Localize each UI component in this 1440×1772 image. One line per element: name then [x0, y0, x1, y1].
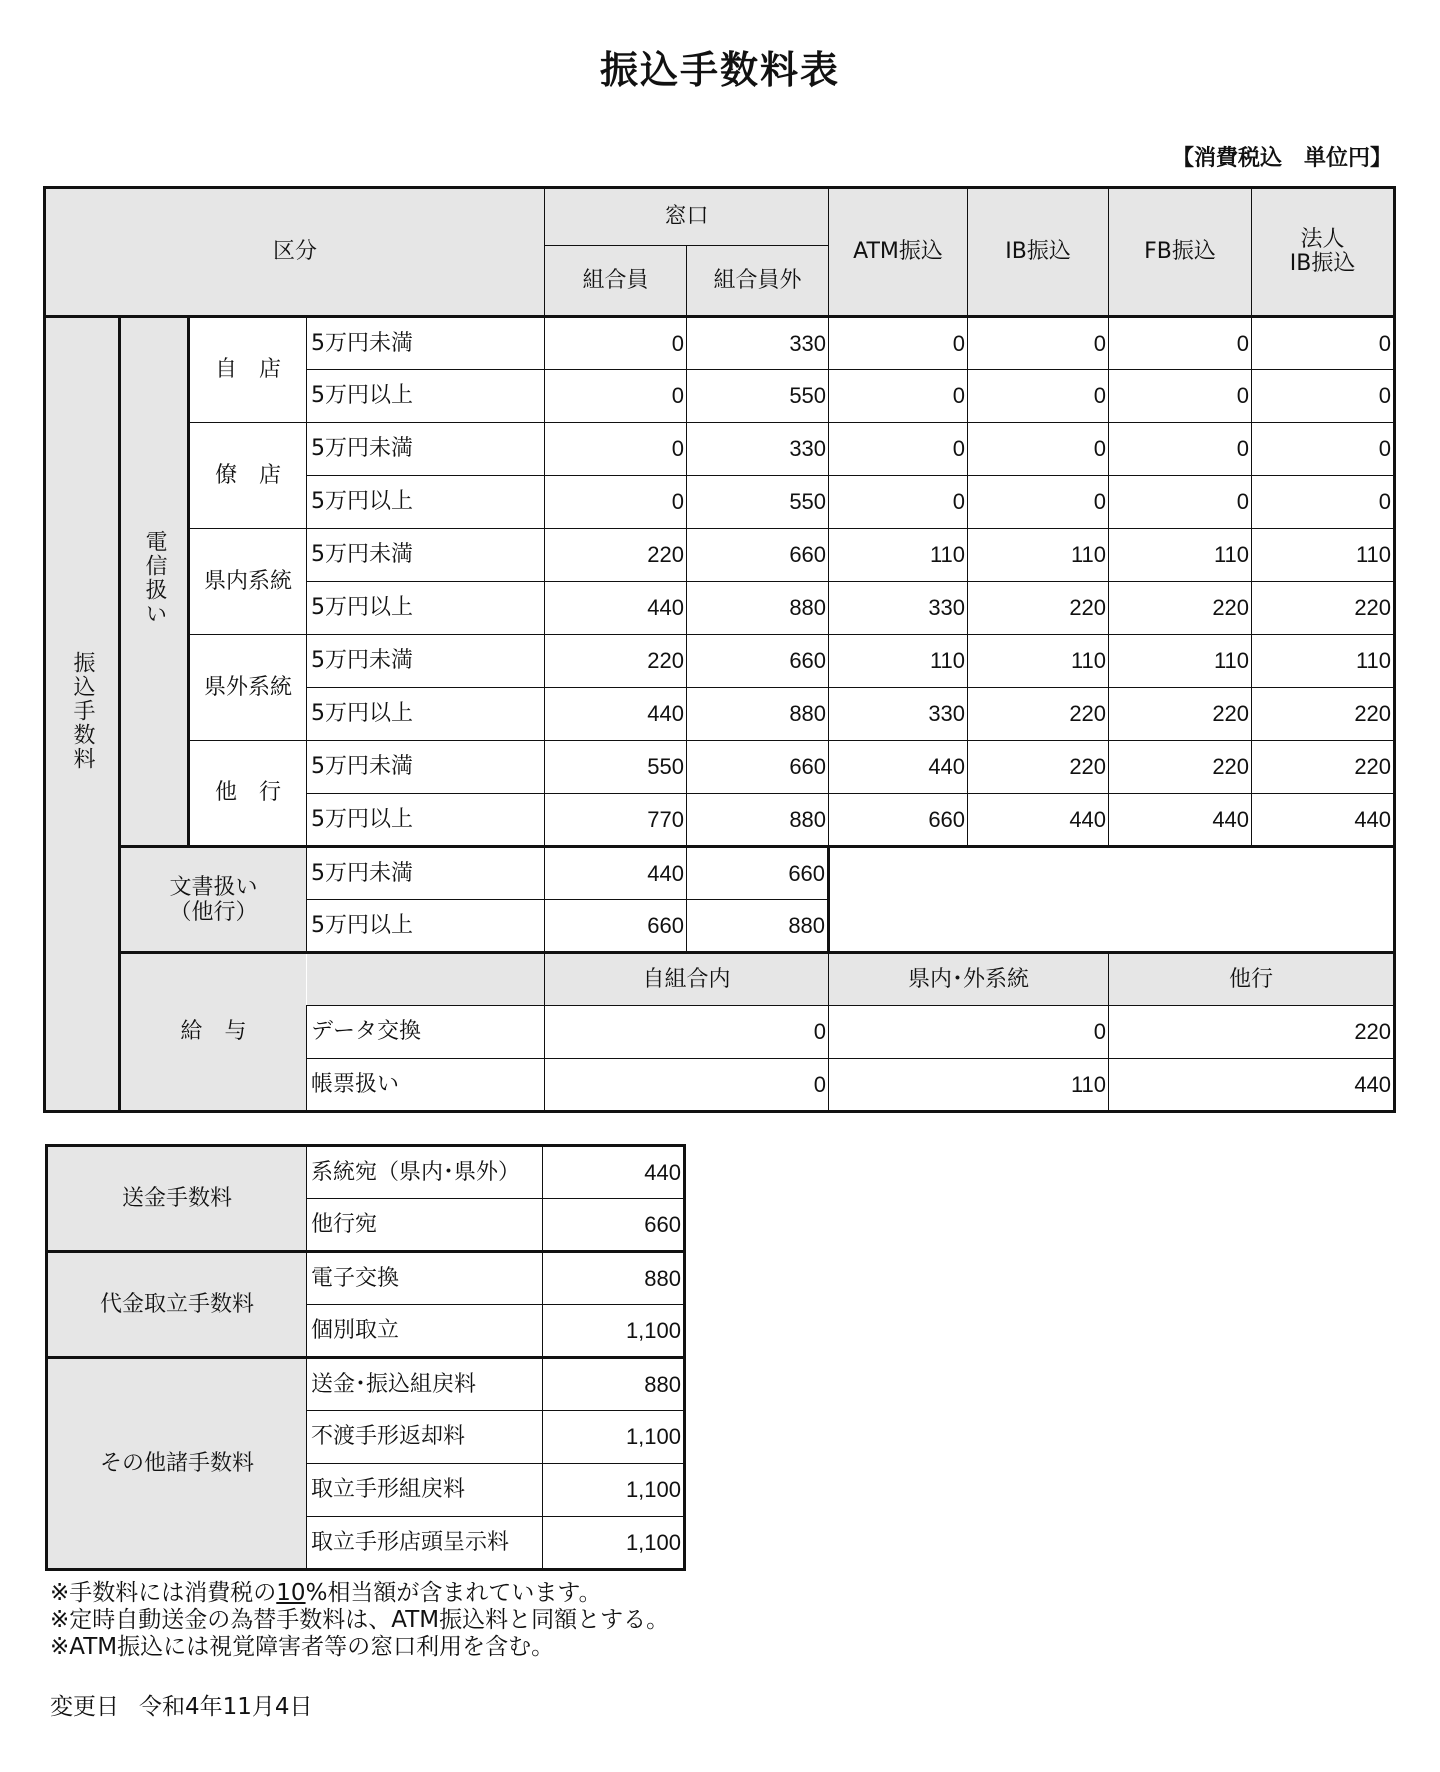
group-affiliate-branch: 僚 店: [189, 423, 307, 529]
fee-cell: 880: [687, 794, 829, 847]
fee-item-label: 電子交換: [307, 1252, 543, 1305]
salary-header-blank: [307, 953, 545, 1006]
fee-cell: 880: [543, 1358, 685, 1411]
header-ib: IB振込: [968, 188, 1109, 317]
fee-cell: 0: [829, 1006, 1109, 1059]
amount-label: 5万円未満: [307, 741, 545, 794]
amount-label: 5万円未満: [307, 317, 545, 370]
fee-cell: 0: [968, 423, 1109, 476]
group-in-prefecture: 県内系統: [189, 529, 307, 635]
transfer-fee-table: [43, 186, 1396, 1113]
table-row: [45, 317, 1395, 370]
fee-cell: 220: [1109, 688, 1252, 741]
fee-cell: 0: [1252, 370, 1395, 423]
section-telegraphic-label: 電信扱い: [142, 530, 167, 626]
fee-cell: 220: [968, 582, 1109, 635]
fee-item-label: 送金･振込組戻料: [307, 1358, 543, 1411]
fee-cell: 440: [829, 741, 968, 794]
fee-cell: 880: [543, 1252, 685, 1305]
tax-unit-note: 【消費税込 単位円】: [1171, 146, 1392, 171]
header-window: 窓口: [545, 188, 829, 246]
footnotes: [50, 1580, 669, 1661]
fee-item-label: 他行宛: [307, 1199, 543, 1252]
fee-cell: 0: [1109, 317, 1252, 370]
fee-cell: 770: [545, 794, 687, 847]
table-row: [45, 741, 1395, 794]
fee-cell: 1,100: [543, 1411, 685, 1464]
fee-item-label: 取立手形組戻料: [307, 1464, 543, 1517]
table-row: [45, 423, 1395, 476]
fee-cell: 110: [1252, 635, 1395, 688]
header-corporate-ib-line2: IB振込: [1289, 251, 1356, 276]
fee-cell: 0: [545, 423, 687, 476]
amount-label: 5万円以上: [307, 370, 545, 423]
header-atm: ATM振込: [829, 188, 968, 317]
section-telegraphic: [120, 317, 189, 847]
table-row: [47, 1146, 685, 1199]
table-row: [47, 1252, 685, 1305]
fee-cell: 0: [545, 370, 687, 423]
fee-cell: 0: [545, 476, 687, 529]
fee-cell: 440: [543, 1146, 685, 1199]
amount-label: 5万円未満: [307, 847, 545, 900]
amount-label: 5万円以上: [307, 582, 545, 635]
header-member: 組合員: [545, 246, 687, 317]
amount-label: 5万円以上: [307, 688, 545, 741]
fee-cell: 110: [829, 1059, 1109, 1112]
fee-cell: 0: [968, 370, 1109, 423]
fee-cell: 0: [1109, 476, 1252, 529]
fee-cell: 0: [545, 1059, 829, 1112]
amount-label: 5万円未満: [307, 423, 545, 476]
amount-label: 5万円以上: [307, 794, 545, 847]
salary-col-system: 県内･外系統: [829, 953, 1109, 1006]
fee-cell: 440: [1109, 1059, 1395, 1112]
fee-cell: 550: [687, 476, 829, 529]
table-row: [45, 953, 1395, 1006]
fee-cell: 1,100: [543, 1517, 685, 1570]
table-row: [45, 847, 1395, 900]
fee-cell: 0: [1252, 317, 1395, 370]
fee-cell: 220: [1252, 688, 1395, 741]
fee-cell: 110: [1109, 529, 1252, 582]
fee-cell: 0: [1109, 423, 1252, 476]
section-document: [120, 847, 307, 953]
fee-cell: 440: [1252, 794, 1395, 847]
salary-col-own-union: 自組合内: [545, 953, 829, 1006]
table-row: [47, 1358, 685, 1411]
fee-cell: 440: [545, 847, 687, 900]
fee-item-label: 取立手形店頭呈示料: [307, 1517, 543, 1570]
fee-cell: 440: [545, 582, 687, 635]
page-title: 振込手数料表: [599, 48, 840, 92]
table-row: [45, 529, 1395, 582]
fee-cell: 110: [829, 635, 968, 688]
amount-label: 5万円未満: [307, 635, 545, 688]
fee-cell: 220: [1109, 741, 1252, 794]
fee-item-label: 個別取立: [307, 1305, 543, 1358]
fee-cell: 550: [545, 741, 687, 794]
note-scheduled-remittance: ※定時自動送金の為替手数料は、ATM振込料と同額とする。: [50, 1607, 670, 1633]
category-remittance: 送金手数料: [47, 1146, 307, 1252]
note-tax-rate: 10: [276, 1580, 306, 1606]
salary-type-label: 帳票扱い: [307, 1059, 545, 1112]
fee-cell: 550: [687, 370, 829, 423]
fee-cell: 660: [687, 847, 829, 900]
fee-cell: 220: [545, 529, 687, 582]
header-fb: FB振込: [1109, 188, 1252, 317]
fee-cell: 660: [543, 1199, 685, 1252]
fee-cell: 110: [1109, 635, 1252, 688]
note-tax-suffix: %相当額が含まれています。: [305, 1580, 602, 1606]
empty-area: [829, 847, 1395, 953]
fee-cell: 330: [687, 423, 829, 476]
fee-cell: 110: [1252, 529, 1395, 582]
amount-label: 5万円未満: [307, 529, 545, 582]
header-non-member: 組合員外: [687, 246, 829, 317]
table-row: [45, 635, 1395, 688]
category-collection: 代金取立手数料: [47, 1252, 307, 1358]
fee-cell: 0: [545, 1006, 829, 1059]
fee-cell: 330: [687, 317, 829, 370]
header-category: 区分: [45, 188, 545, 317]
fee-cell: 110: [968, 635, 1109, 688]
fee-cell: 660: [829, 794, 968, 847]
fee-cell: 220: [968, 688, 1109, 741]
fee-cell: 0: [1109, 370, 1252, 423]
group-own-branch: 自 店: [189, 317, 307, 423]
fee-cell: 1,100: [543, 1305, 685, 1358]
fee-cell: 110: [829, 529, 968, 582]
section-transfer-fee: [45, 317, 120, 1112]
fee-cell: 220: [1109, 1006, 1395, 1059]
fee-cell: 0: [545, 317, 687, 370]
fee-cell: 440: [545, 688, 687, 741]
fee-cell: 0: [829, 476, 968, 529]
fee-cell: 660: [687, 741, 829, 794]
amount-label: 5万円以上: [307, 476, 545, 529]
fee-cell: 0: [829, 423, 968, 476]
section-document-label-line2: （他行）: [169, 899, 258, 925]
fee-item-label: 系統宛（県内･県外）: [307, 1146, 543, 1199]
fee-cell: 0: [1252, 423, 1395, 476]
salary-type-label: データ交換: [307, 1006, 545, 1059]
fee-cell: 220: [545, 635, 687, 688]
fee-cell: 220: [1109, 582, 1252, 635]
salary-col-other-bank: 他行: [1109, 953, 1395, 1006]
group-out-prefecture: 県外系統: [189, 635, 307, 741]
fee-cell: 880: [687, 582, 829, 635]
fee-item-label: 不渡手形返却料: [307, 1411, 543, 1464]
section-document-label-line1: 文書扱い: [169, 874, 258, 900]
change-date-value: 令和4年11月4日: [139, 1694, 313, 1720]
fee-cell: 440: [968, 794, 1109, 847]
note-tax-prefix: ※手数料には消費税の: [50, 1580, 277, 1606]
fee-cell: 330: [829, 688, 968, 741]
fee-cell: 0: [968, 317, 1109, 370]
group-other-bank: 他 行: [189, 741, 307, 847]
fee-cell: 220: [968, 741, 1109, 794]
other-fees-table: [45, 1144, 686, 1571]
fee-cell: 0: [968, 476, 1109, 529]
fee-cell: 110: [968, 529, 1109, 582]
fee-cell: 660: [545, 900, 687, 953]
section-transfer-fee-label: 振込手数料: [70, 650, 95, 771]
fee-cell: 0: [1252, 476, 1395, 529]
fee-cell: 1,100: [543, 1464, 685, 1517]
fee-cell: 660: [687, 529, 829, 582]
fee-cell: 660: [687, 635, 829, 688]
fee-cell: 220: [1252, 582, 1395, 635]
fee-cell: 880: [687, 688, 829, 741]
fee-cell: 0: [829, 370, 968, 423]
section-salary: 給 与: [120, 953, 307, 1112]
fee-cell: 440: [1109, 794, 1252, 847]
fee-cell: 330: [829, 582, 968, 635]
fee-cell: 220: [1252, 741, 1395, 794]
fee-cell: 880: [687, 900, 829, 953]
category-other-fees: その他諸手数料: [47, 1358, 307, 1570]
change-date: [50, 1693, 313, 1721]
amount-label: 5万円以上: [307, 900, 545, 953]
header-corporate-ib-line1: 法人: [1300, 227, 1345, 252]
fee-cell: 0: [829, 317, 968, 370]
header-corporate-ib: [1252, 188, 1395, 317]
change-date-label: 変更日: [50, 1694, 119, 1720]
note-tax-included: [50, 1580, 669, 1607]
note-atm-accessibility: ※ATM振込には視覚障害者等の窓口利用を含む。: [50, 1634, 555, 1660]
